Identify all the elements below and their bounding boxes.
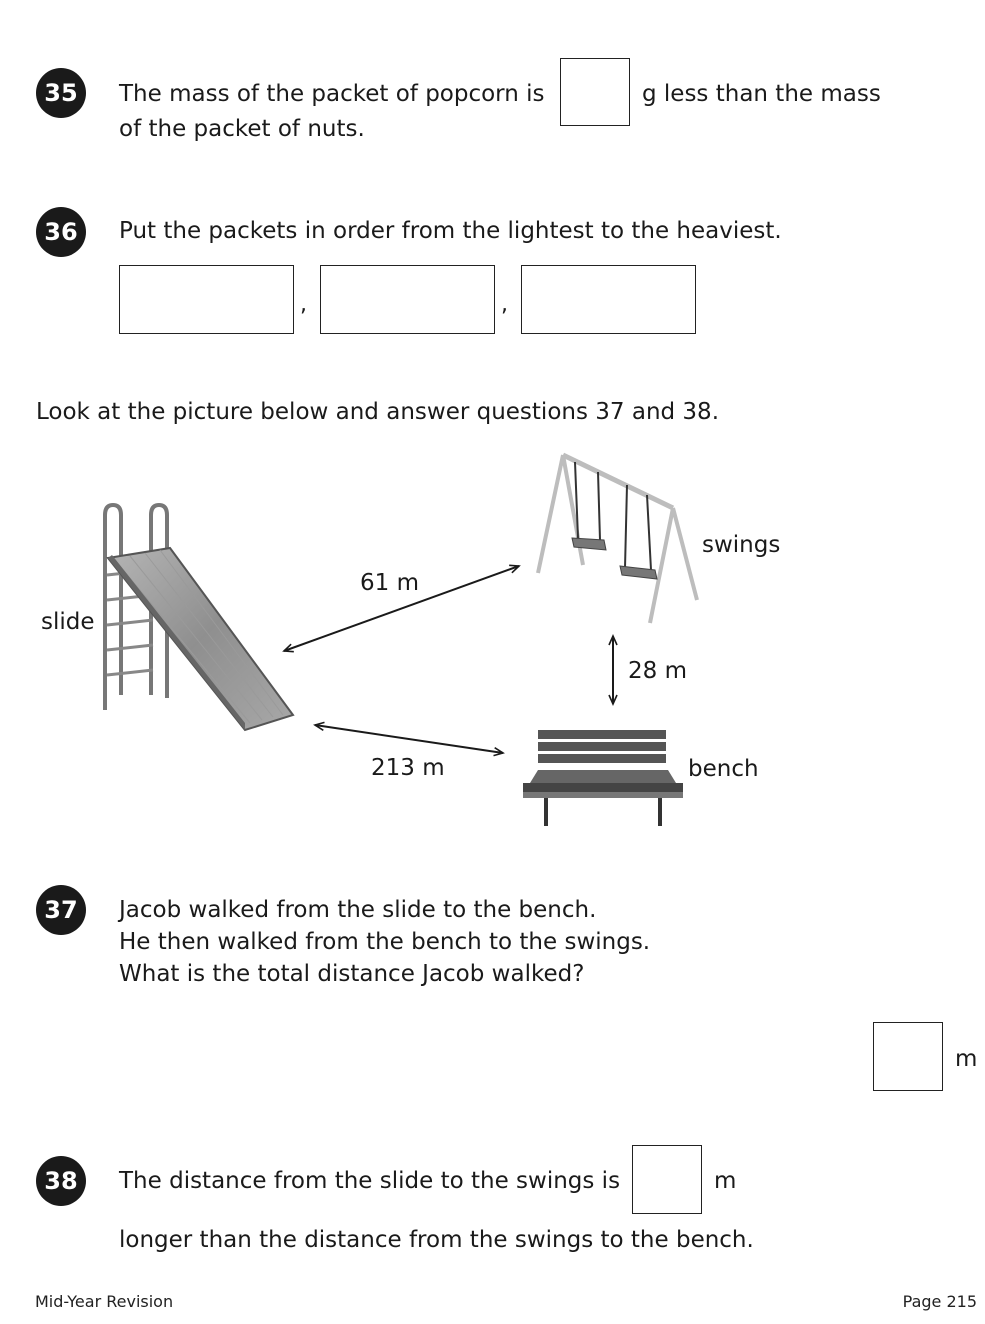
q38-unit: m [714,1168,737,1194]
question-35-number: 35 [36,68,86,118]
question-36-number: 36 [36,207,86,257]
q36-separator-2: , [501,292,508,317]
question-37-number: 37 [36,885,86,935]
bench-icon [523,730,683,826]
q37-line-3: What is the total distance Jacob walked? [119,961,585,987]
playground-picture [0,440,985,840]
q37-line-2: He then walked from the bench to the swings. [119,929,651,955]
q37-unit: m [955,1046,978,1072]
distance-slide-swings-label: 61 m [360,570,419,596]
q38-answer-box[interactable] [632,1145,702,1214]
q36-separator-1: , [300,292,307,317]
q36-answer-box-1[interactable] [119,265,294,334]
bench-label: bench [688,756,759,782]
q35-line2: of the packet of nuts. [119,116,365,142]
q35-text-after: g less than the mass [642,81,881,107]
distance-swings-bench-label: 28 m [628,658,687,684]
q36-answer-box-3[interactable] [521,265,696,334]
q38-line2: longer than the distance from the swings to the bench. [119,1227,754,1253]
swings-label: swings [702,532,781,558]
q36-text: Put the packets in order from the lightest to the heaviest. [119,218,782,244]
q36-answer-box-2[interactable] [320,265,495,334]
question-38-number: 38 [36,1156,86,1206]
q38-text-before: The distance from the slide to the swings is [119,1168,621,1194]
q37-line-1: Jacob walked from the slide to the bench. [119,897,597,923]
slide-label: slide [41,609,95,635]
swings-icon [538,455,697,623]
q35-text-before: The mass of the packet of popcorn is [119,81,545,107]
distance-slide-bench-label: 213 m [371,755,445,781]
q37-answer-box[interactable] [873,1022,943,1091]
q35-answer-box[interactable] [560,58,630,126]
slide-icon [105,505,293,730]
footer-page-number: Page 215 [902,1292,977,1311]
arrow-slide-bench [315,725,503,753]
picture-intro: Look at the picture below and answer questions 37 and 38. [36,399,720,425]
footer-left: Mid-Year Revision [35,1292,174,1311]
